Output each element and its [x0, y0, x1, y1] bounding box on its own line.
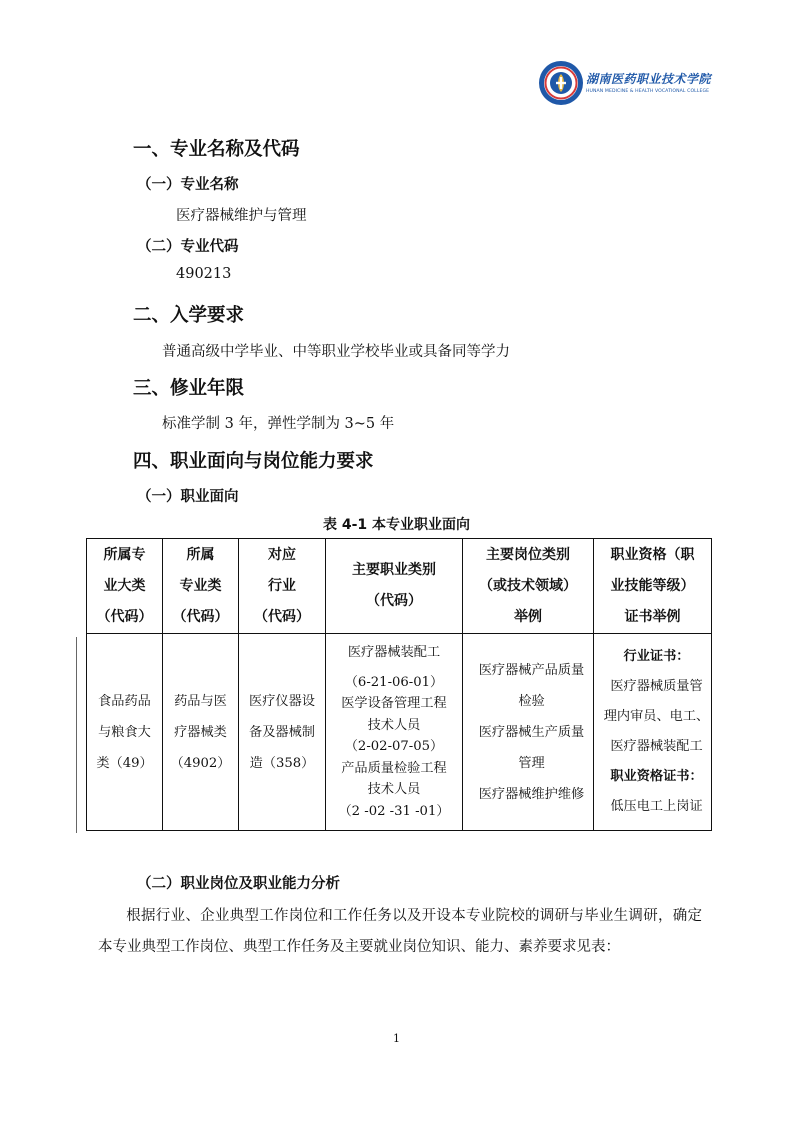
cell-line: （2 -02 -31 -01） [338, 803, 450, 819]
section-4-title: 四、职业面向与岗位能力要求 [133, 451, 374, 472]
table-caption: 表 4-1 本专业职业面向 [322, 517, 471, 533]
header-line: 业技能等级） [610, 577, 695, 594]
table-row [87, 634, 712, 831]
cell-line: 医疗器械产品质量 [478, 662, 585, 678]
cell-line: 医疗器械质量管 [610, 679, 703, 694]
college-emblem-icon [538, 60, 584, 106]
major-code: 490213 [176, 266, 232, 282]
cell-line: 理内审员、电工、 [603, 709, 710, 724]
cell-line: 造（358） [249, 755, 315, 771]
section-1-sub-2: （二）专业代码 [137, 239, 239, 255]
cell-line: （2-02-07-05） [344, 739, 444, 754]
header-line: （或技术领域） [479, 577, 577, 594]
cell-line: 医疗器械生产质量 [478, 724, 585, 740]
occupation-table [86, 538, 712, 831]
cell-line: 疗器械类 [174, 724, 227, 740]
header-line: （代码） [366, 593, 422, 609]
cell-line: 医学设备管理工程 [341, 696, 447, 711]
header-line: 职业资格（职 [610, 546, 695, 563]
header-line: 举例 [514, 608, 542, 625]
header-category [87, 539, 163, 634]
cell-line: 医疗器械装配工 [347, 645, 441, 660]
admission-requirement: 普通高级中学毕业、中等职业学校毕业或具备同等学力 [162, 344, 510, 360]
logo-name-en: HUNAN MEDICINE & HEALTH VOCATIONAL COLLEGE [586, 89, 710, 94]
qualification-cert-label: 职业资格证书： [610, 769, 703, 784]
header-line: 对应 [268, 546, 296, 563]
cell-line: （4902） [170, 755, 231, 771]
margin-mark [76, 637, 77, 833]
cell-category [87, 634, 163, 831]
header-certificates [594, 539, 712, 634]
cell-line: 管理 [518, 755, 545, 771]
cell-line: 检验 [518, 693, 545, 709]
cell-line: 技术人员 [367, 782, 421, 797]
cell-line: 医疗器械装配工 [610, 739, 703, 754]
header-line: 主要职业类别 [352, 562, 436, 578]
cell-line: 低压电工上岗证 [610, 799, 703, 814]
cell-industry [239, 634, 326, 831]
analysis-paragraph [98, 901, 702, 963]
cell-line: 产品质量检验工程 [341, 760, 447, 776]
header-line: 证书举例 [624, 608, 681, 625]
header-posts [463, 539, 594, 634]
header-industry [239, 539, 326, 634]
college-logo [538, 60, 712, 108]
section-1-title: 一、专业名称及代码 [133, 139, 300, 160]
cell-line: 医疗器械维护维修 [478, 786, 585, 802]
header-line: （代码） [254, 608, 310, 625]
header-line: 主要岗位类别 [486, 546, 570, 563]
cell-line: 药品与医 [174, 693, 227, 709]
header-line: （代码） [96, 608, 153, 625]
cell-line: 医疗仪器设 [249, 693, 315, 709]
header-line: 行业 [268, 577, 296, 594]
header-line: 所属 [186, 546, 215, 563]
cell-certificates [594, 634, 712, 831]
header-class [163, 539, 239, 634]
cell-class [163, 634, 239, 831]
cell-line: 备及器械制 [249, 724, 315, 740]
cell-posts [463, 634, 594, 831]
header-line: 所属专 [103, 546, 146, 563]
cell-line: 类（49） [96, 755, 153, 771]
major-name: 医疗器械维护与管理 [176, 208, 307, 224]
section-3-title: 三、修业年限 [133, 378, 245, 399]
section-1-sub-1: （一）专业名称 [137, 177, 239, 193]
cell-line: （6-21-06-01） [344, 674, 444, 690]
header-line: 专业类 [179, 577, 222, 594]
header-occupation [326, 539, 463, 634]
cell-line: 食品药品 [98, 693, 151, 709]
table-header-row [87, 539, 712, 634]
study-duration: 标准学制 3 年，弹性学制为 3~5 年 [162, 416, 395, 432]
section-4-sub-1: （一）职业面向 [137, 489, 239, 505]
header-line: 业大类 [103, 577, 146, 594]
page-number: 1 [393, 1032, 400, 1045]
cell-occupations [326, 634, 463, 831]
cell-line: 与粮食大 [98, 724, 151, 740]
section-4-sub-2: （二）职业岗位及职业能力分析 [137, 876, 340, 892]
header-line: （代码） [172, 608, 229, 625]
cell-line: 技术人员 [367, 717, 421, 733]
industry-cert-label: 行业证书： [623, 649, 690, 664]
section-2-title: 二、入学要求 [133, 305, 245, 326]
logo-name-cn: 湖南医药职业技术学院 [586, 72, 712, 86]
analysis-paragraph-text: 根据行业、企业典型工作岗位和工作任务以及开设本专业院校的调研与毕业生调研，确定本专业典型工作岗位、典型工作任务及主要就业岗位知识、能力、素养要求见表： [98, 908, 702, 955]
